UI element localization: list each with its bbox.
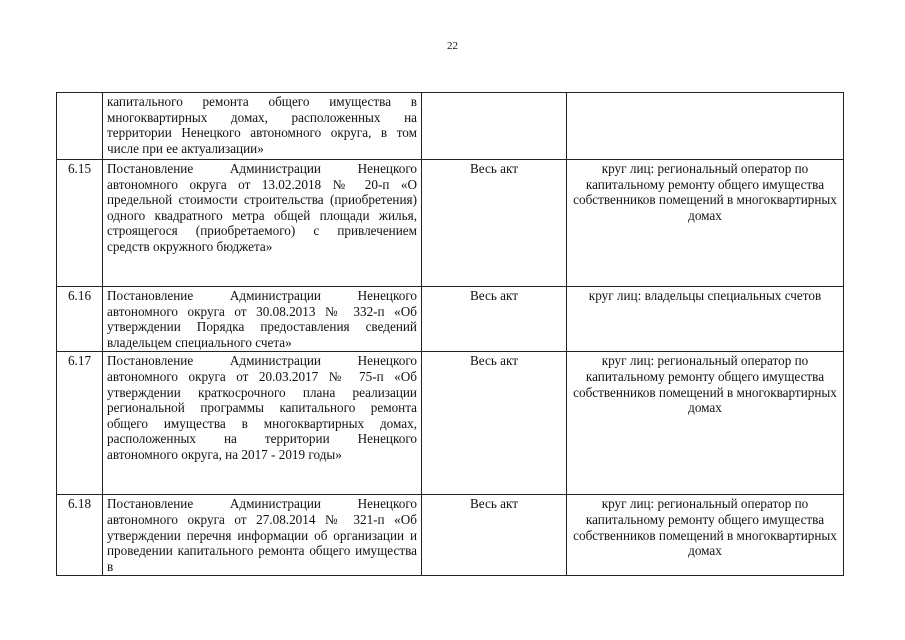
act-scope: Весь акт [422,495,567,576]
affected-persons [567,93,844,160]
act-title: Постановление Администрации Ненецкого автономного округа от 30.08.2013 № 332-п «Об утверждении Порядка предоставления сведений владельцем специального счета» [103,287,422,352]
affected-persons: круг лиц: региональный оператор по капитальному ремонту общего имущества собственников помещений в многоквартирных домах [567,160,844,287]
affected-persons: круг лиц: региональный оператор по капитальному ремонту общего имущества собственников помещений в многоквартирных домах [567,495,844,576]
act-scope [422,93,567,160]
act-scope: Весь акт [422,287,567,352]
row-number: 6.17 [57,352,103,495]
table-row [57,287,844,352]
act-title: Постановление Администрации Ненецкого автономного округа от 20.03.2017 № 75-п «Об утверждении краткосрочного плана реализации региональной программы капитального ремонта общего имущества в многоквартирных домах, расположенных на территории Ненецкого автономного округа, на 2017 - 2019 годы» [103,352,422,495]
table-row [57,93,844,160]
table-row [57,352,844,495]
acts-table [56,92,844,576]
act-title: Постановление Администрации Ненецкого автономного округа от 27.08.2014 № 321-п «Об утверждении перечня информации об организации и проведении капитального ремонта общего имущества в [103,495,422,576]
act-scope: Весь акт [422,352,567,495]
row-number: 6.16 [57,287,103,352]
row-number: 6.18 [57,495,103,576]
affected-persons: круг лиц: владельцы специальных счетов [567,287,844,352]
table-row [57,160,844,287]
affected-persons: круг лиц: региональный оператор по капитальному ремонту общего имущества собственников помещений в многоквартирных домах [567,352,844,495]
act-title: Постановление Администрации Ненецкого автономного округа от 13.02.2018 № 20-п «О предельной стоимости строительства (приобретения) одного квадратного метра общей площади жилья, строящегося (приобретаемого) с привлечением средств окружного бюджета» [103,160,422,287]
table-row [57,495,844,576]
page-number: 22 [447,40,458,52]
act-scope: Весь акт [422,160,567,287]
row-number: 6.15 [57,160,103,287]
act-title: капитального ремонта общего имущества в многоквартирных домах, расположенных на территории Ненецкого автономного округа, в том числе при ее актуализации» [103,93,422,160]
row-number [57,93,103,160]
